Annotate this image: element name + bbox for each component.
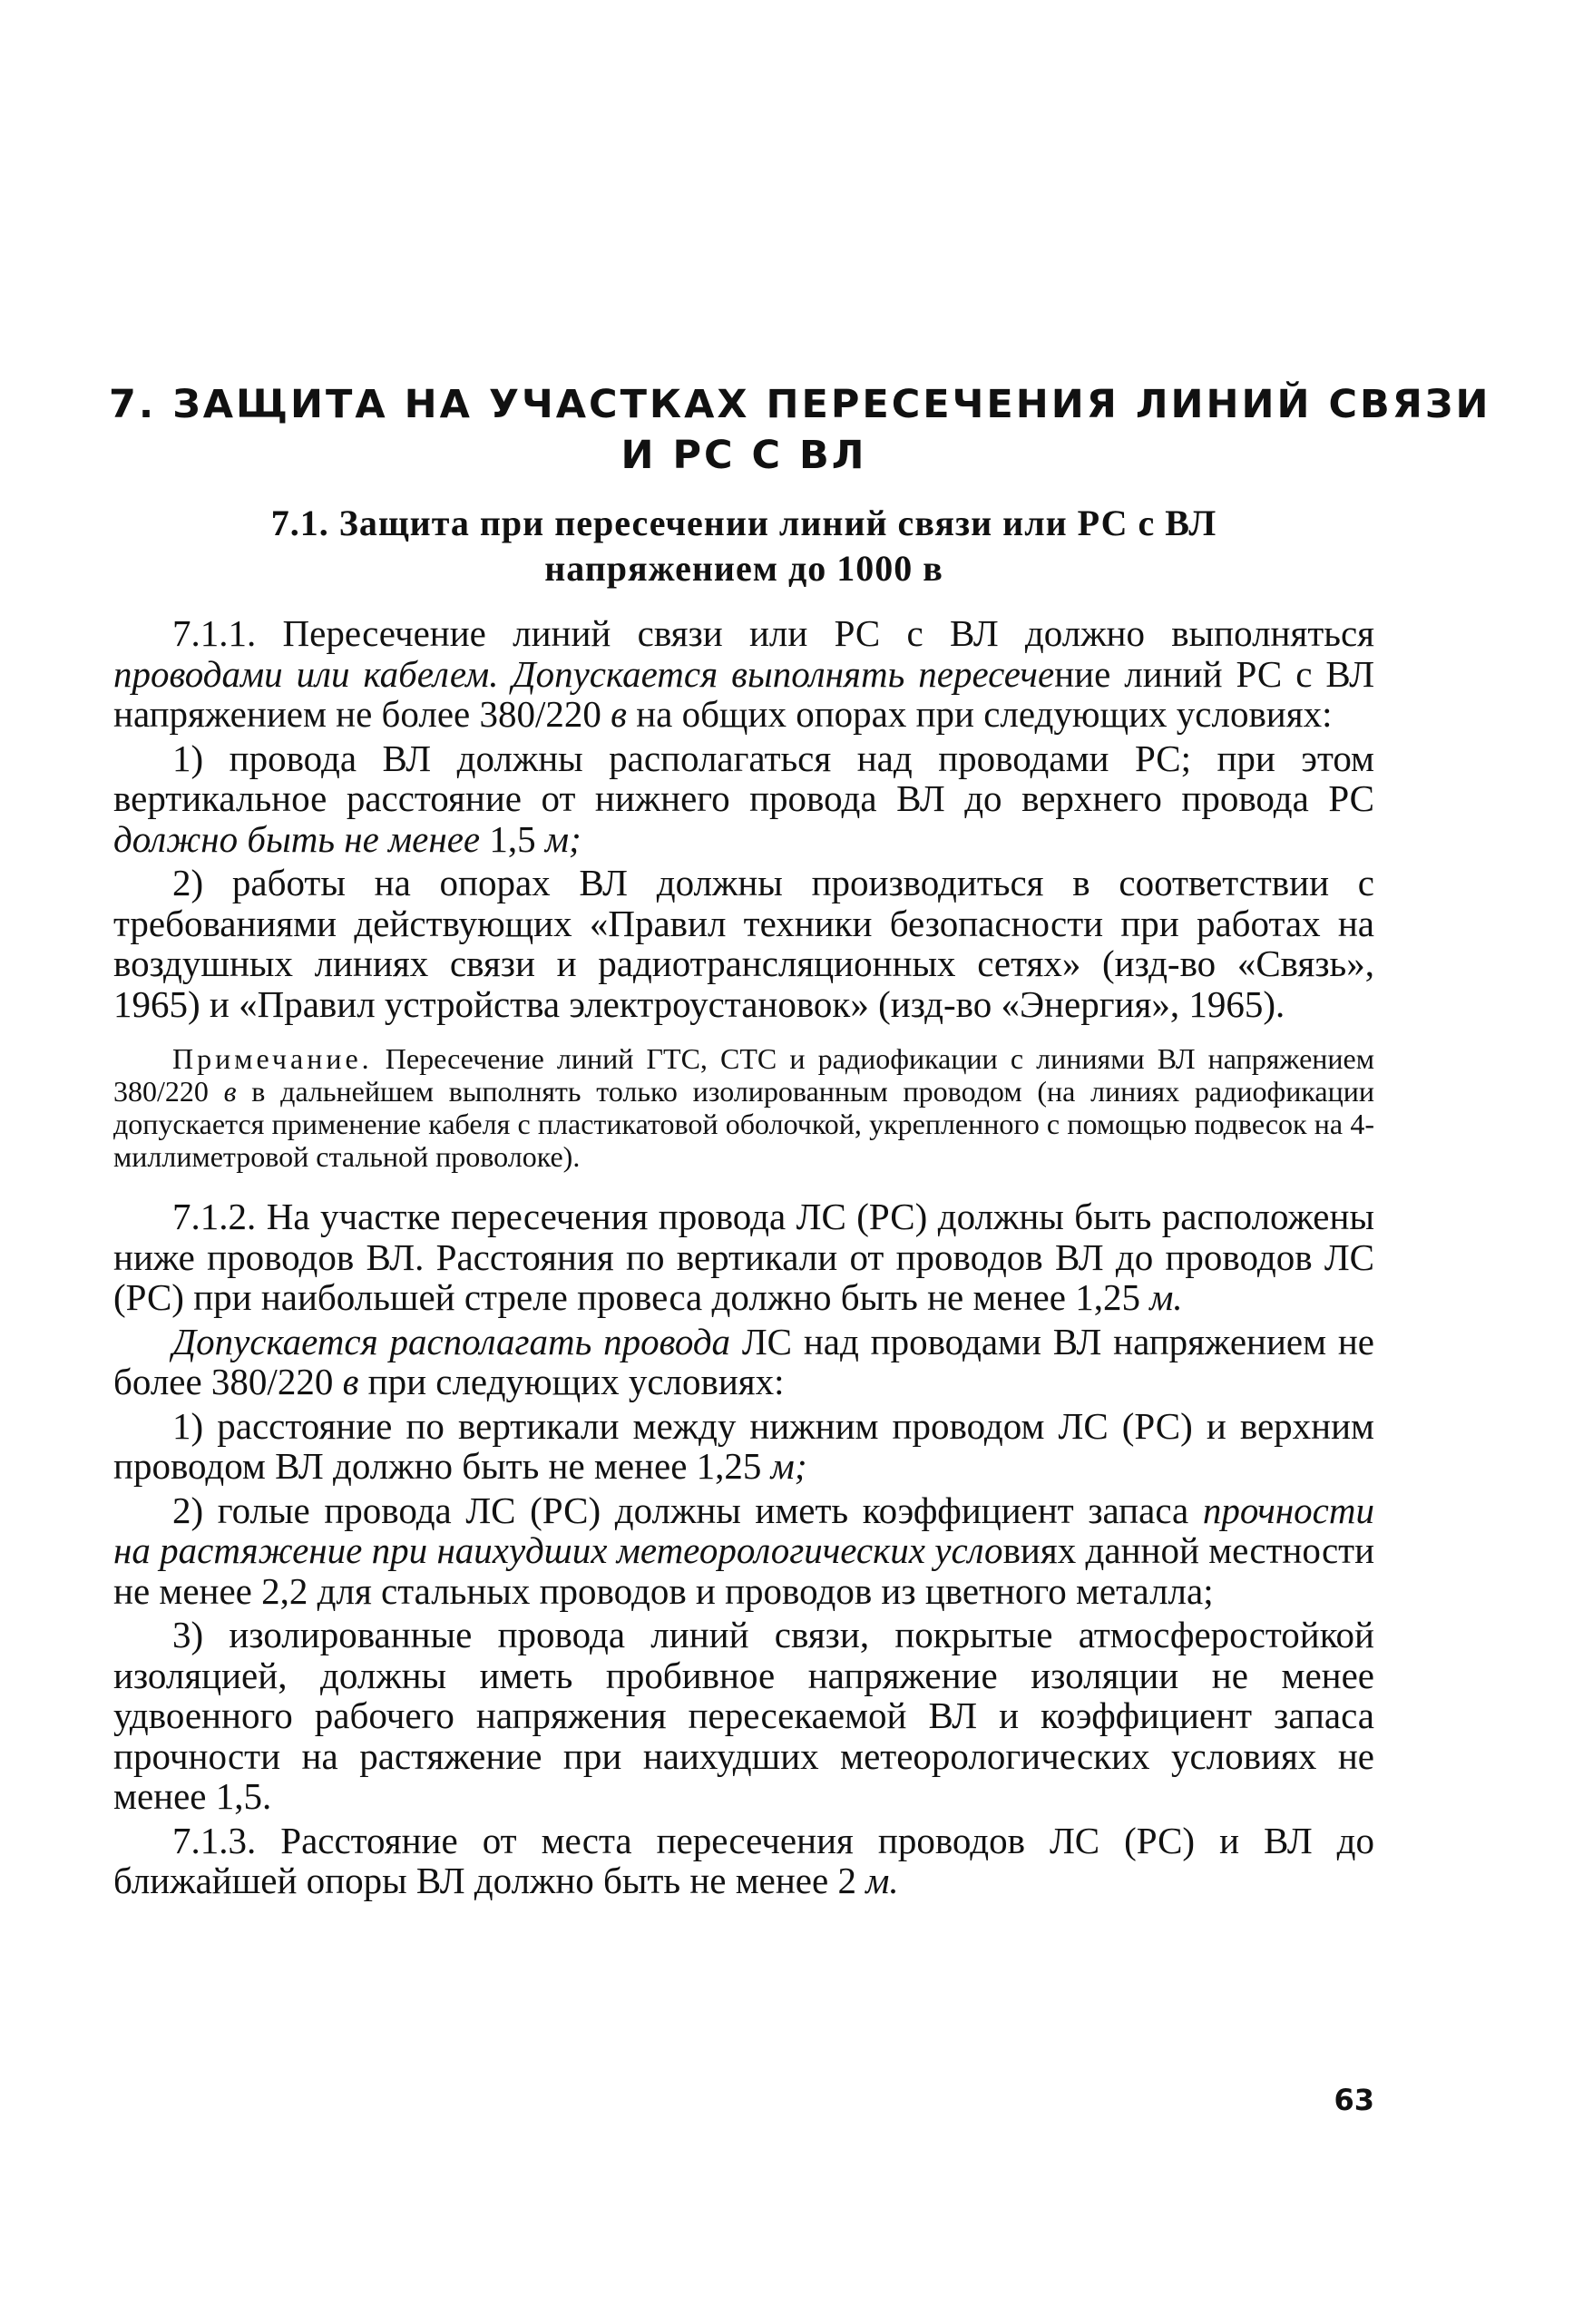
text-run-italic: должно быть не менее: [113, 817, 481, 860]
unit-italic: м;: [770, 1445, 807, 1487]
text-run: на общих опорах при следующих условиях:: [626, 693, 1333, 735]
section-heading-line-2: напряжением до 1000 в: [544, 548, 943, 589]
note-label: Примечание.: [172, 1042, 373, 1075]
item-2: [113, 1490, 1374, 1612]
text-run: в дальнейшем выполнять только изолированным проводом (на линиях радиофикации допускается применение кабеля с пластикатовой оболочкой, укрепленного с помощью подвесок на 4-миллиметровой стальной проволоке).: [113, 1075, 1375, 1173]
unit-italic: м.: [1149, 1276, 1183, 1318]
text-run: Пересечение линий ГТС, СТС и радиофикации с линиями ВЛ напряжением 380/220: [113, 1042, 1374, 1108]
paragraph-7-1-2-continued: [113, 1322, 1374, 1402]
section-heading: [127, 501, 1361, 591]
text-run: ЛС над проводами ВЛ напряжением не более 380/220: [113, 1320, 1375, 1402]
note-paragraph: [113, 1042, 1374, 1173]
text-run: ние линий РС с ВЛ напряжением не более 380/220: [113, 652, 1375, 735]
item-3: 3) изолированные провода линий связи, покрытые атмосферостойкой изоляцией, должны иметь пробивное напряжение изоляции не менее удвоенного рабочего напряжения пересекаемой ВЛ и коэффициент запаса прочности на растяжение при наихудших метеорологических условиях не менее 1,5.: [113, 1614, 1374, 1817]
unit-italic: в: [342, 1361, 359, 1402]
unit-italic: м;: [544, 817, 581, 860]
chapter-heading-line-2: И РС С ВЛ: [620, 433, 867, 478]
text-run: при следующих условиях:: [358, 1361, 785, 1402]
unit-italic: в: [223, 1075, 237, 1108]
unit-italic: в: [611, 693, 627, 735]
text-run: 1,5: [480, 817, 545, 860]
condition-1: [113, 738, 1374, 860]
chapter-heading-line-1: 7. ЗАЩИТА НА УЧАСТКАХ ПЕРЕСЕЧЕНИЯ ЛИНИЙ СВЯЗИ: [109, 382, 1491, 427]
text-run-italic: проводами или кабелем. Допускается выполнять пересече: [113, 652, 1055, 695]
paragraph-7-1-2: [113, 1196, 1374, 1318]
text-run: виях данной местности не менее 2,2 для стальных проводов и проводов из цветного металла;: [113, 1529, 1375, 1612]
text-run: 7.1.2. На участке пересечения провода ЛС (РС) должны быть расположены ниже проводов ВЛ. Расстояния по вертикали от проводов ВЛ до проводов ЛС (РС) при наибольшей стреле провеса должно быть не менее 1,25: [113, 1196, 1374, 1318]
text-run: 1) расстояние по вертикали между нижним проводом ЛС (РС) и верхним проводом ВЛ должно быть не менее 1,25: [113, 1404, 1374, 1487]
text-run: 7.1.1. Пересечение линий связи или РС с ВЛ должно выполняться: [172, 612, 1374, 654]
text-run: 7.1.3. Расстояние от места пересечения проводов ЛС (РС) и ВЛ до ближайшей опоры ВЛ должно быть не менее 2: [113, 1819, 1374, 1901]
chapter-heading: [109, 379, 1491, 481]
item-1: [113, 1406, 1374, 1487]
text-run-italic: Допускается располагать провода: [172, 1320, 731, 1362]
condition-2: 2) работы на опорах ВЛ должны производиться в соответствии с требованиями действующих «Правил техники безопасности при работах на воздушных линиях связи и радиотрансляционных сетях» (изд-во «Связь», 1965) и «Правил устройства электроустановок» (изд-во «Энергия», 1965).: [113, 862, 1374, 1025]
paragraph-7-1-1: [113, 613, 1374, 735]
unit-italic: м.: [865, 1860, 899, 1901]
paragraph-7-1-3: [113, 1821, 1374, 1901]
text-run: 1) провода ВЛ должны располагаться над проводами РС; при этом вертикальное расстояние от нижнего провода ВЛ до верхнего провода РС: [113, 737, 1374, 819]
text-run: 2) голые провода ЛС (РС) должны иметь коэффициент запаса: [172, 1489, 1203, 1531]
text-run-italic: прочности на растяжение при наихудших метеорологических усло: [113, 1489, 1374, 1571]
section-heading-line-1: 7.1. Защита при пересечении линий связи или РС с ВЛ: [270, 503, 1217, 543]
page-number: 63: [1334, 2083, 1374, 2117]
body-text: [113, 613, 1374, 1901]
